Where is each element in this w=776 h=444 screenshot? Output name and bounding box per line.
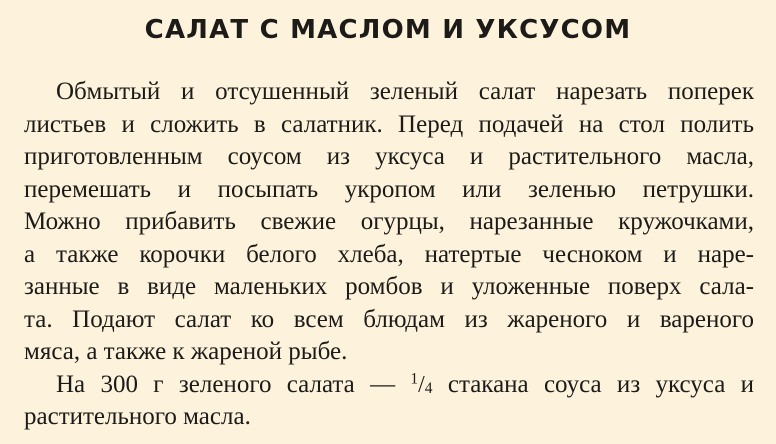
paragraph-line: Можно прибавить свежие огурцы, нарезанные кружочками, [24, 208, 754, 235]
paragraph-line: перемешать и посыпать укропом или зеленью петрушки. [24, 175, 754, 203]
quantity-text: На 300 г зеленого салата — [56, 370, 396, 398]
fraction-numerator: 1 [410, 369, 419, 387]
recipe-title: САЛАТ С МАСЛОМ И УКСУСОМ [144, 15, 632, 45]
fraction-slash: / [418, 371, 425, 398]
fraction-one-quarter [410, 371, 432, 398]
quantity-line-end: растительного масла. [24, 403, 251, 430]
paragraph-line: листьев и сложить в салатник. Перед подачей на стол полить [24, 110, 754, 138]
paragraph-line: Обмытый и отсушенный зеленый салат нарезать поперек [56, 78, 754, 105]
quantity-line [24, 369, 754, 402]
fraction-denominator: 4 [424, 379, 433, 397]
paragraph-line: приготовленным соусом из уксуса и растительного масла, [24, 143, 754, 170]
paragraph-line: а также корочки белого хлеба, натертые чесноком и наре- [24, 240, 754, 268]
paragraph-line: занные в виде маленьких ромбов и уложенные поверх сала- [24, 273, 754, 300]
paragraph-line: мяса, а также к жареной рыбе. [24, 338, 348, 365]
quantity-text-continued: стакана соуса из уксуса и [447, 370, 755, 398]
paragraph-line: та. Подают салат ко всем блюдам из жареного и вареного [24, 305, 754, 333]
recipe-text [24, 76, 754, 434]
